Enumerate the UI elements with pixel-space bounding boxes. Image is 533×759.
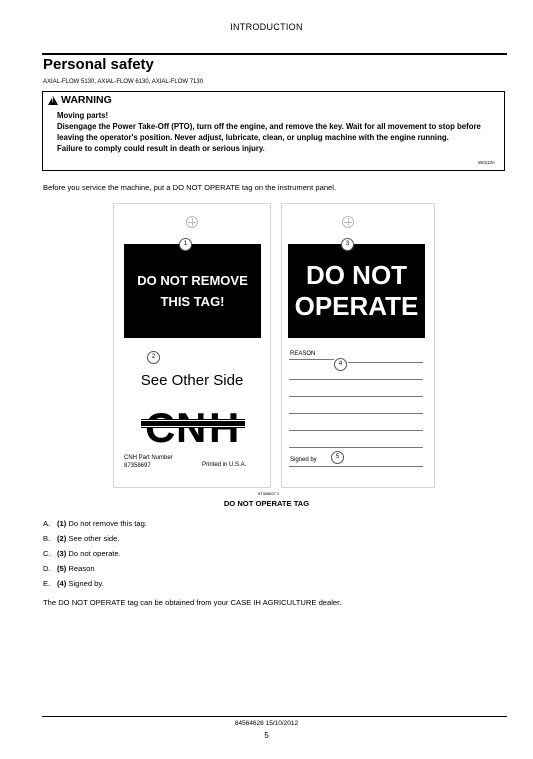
legend-item-e: E. (4) Signed by. bbox=[43, 579, 104, 588]
callout-5: 5 bbox=[331, 451, 344, 464]
warning-line: Moving parts! bbox=[57, 111, 109, 120]
do-not-remove-line1: DO NOT REMOVE bbox=[137, 273, 248, 288]
warning-code: W0113A bbox=[478, 160, 495, 165]
title-rule bbox=[42, 53, 507, 55]
callout-2: 2 bbox=[147, 351, 160, 364]
figure-caption: DO NOT OPERATE TAG bbox=[223, 499, 310, 508]
signed-by-label: Signed by bbox=[290, 457, 317, 463]
part-number-value: 87358697 bbox=[124, 463, 151, 469]
reason-line bbox=[289, 359, 334, 360]
legend-item-c: C. (3) Do not operate. bbox=[43, 549, 121, 558]
see-other-side-text: See Other Side bbox=[140, 372, 244, 389]
do-not-remove-line2: THIS TAG! bbox=[160, 294, 225, 309]
do-not-operate-panel bbox=[288, 244, 425, 338]
warning-heading-text: WARNING bbox=[61, 94, 112, 106]
intro-paragraph: Before you service the machine, put a DO NOT OPERATE tag on the instrument panel. bbox=[43, 183, 337, 192]
part-number-block bbox=[124, 454, 173, 470]
dealer-paragraph: The DO NOT OPERATE tag can be obtained from your CASE IH AGRICULTURE dealer. bbox=[43, 598, 342, 607]
callout-3: 3 bbox=[341, 238, 354, 251]
page-number: 5 bbox=[264, 731, 269, 740]
do-not-operate-line1: DO NOT bbox=[305, 260, 408, 290]
warning-triangle-icon bbox=[48, 96, 58, 105]
reason-line bbox=[289, 413, 423, 414]
tag-hole-icon bbox=[342, 216, 354, 228]
footer-doc-ref: 84564628 15/10/2012 bbox=[234, 720, 299, 727]
footer-rule bbox=[42, 716, 507, 717]
running-header: INTRODUCTION bbox=[230, 22, 303, 32]
reason-line bbox=[289, 447, 423, 448]
reason-label: REASON bbox=[290, 351, 316, 357]
printed-in-text: Printed in U.S.A. bbox=[202, 462, 247, 468]
reason-line bbox=[289, 430, 423, 431]
reason-line bbox=[289, 396, 423, 397]
callout-1: 1 bbox=[179, 238, 192, 251]
page-title: Personal safety bbox=[43, 56, 154, 73]
warning-heading bbox=[48, 94, 112, 106]
legend-item-d: D. (5) Reason bbox=[43, 564, 95, 573]
reason-line bbox=[289, 379, 423, 380]
part-number-label: CNH Part Number bbox=[124, 455, 173, 461]
figure-code: 87358697 1 bbox=[258, 491, 280, 496]
warning-line: Failure to comply could result in death or serious injury. bbox=[57, 144, 265, 153]
warning-line: Disengage the Power Take-Off (PTO), turn off the engine, and remove the key. Wait for all movement to stop before leaving the operator's position. Never adjust, lubricate, clean, or unplug machine with the engine running. bbox=[57, 122, 481, 142]
reason-line bbox=[348, 362, 423, 363]
legend-item-a: A. (1) Do not remove this tag. bbox=[43, 519, 147, 528]
cnh-logo bbox=[141, 401, 245, 445]
warning-body bbox=[57, 110, 497, 154]
callout-4: 4 bbox=[334, 358, 347, 371]
do-not-operate-line2: OPERATE bbox=[294, 291, 419, 321]
tag-hole-icon bbox=[186, 216, 198, 228]
legend-item-b: B. (2) See other side. bbox=[43, 534, 120, 543]
signature-line bbox=[289, 466, 423, 467]
do-not-remove-panel bbox=[124, 244, 261, 338]
model-applicability: AXIAL-FLOW 5130, AXIAL-FLOW 6130, AXIAL-FLOW 7130 bbox=[43, 79, 204, 85]
